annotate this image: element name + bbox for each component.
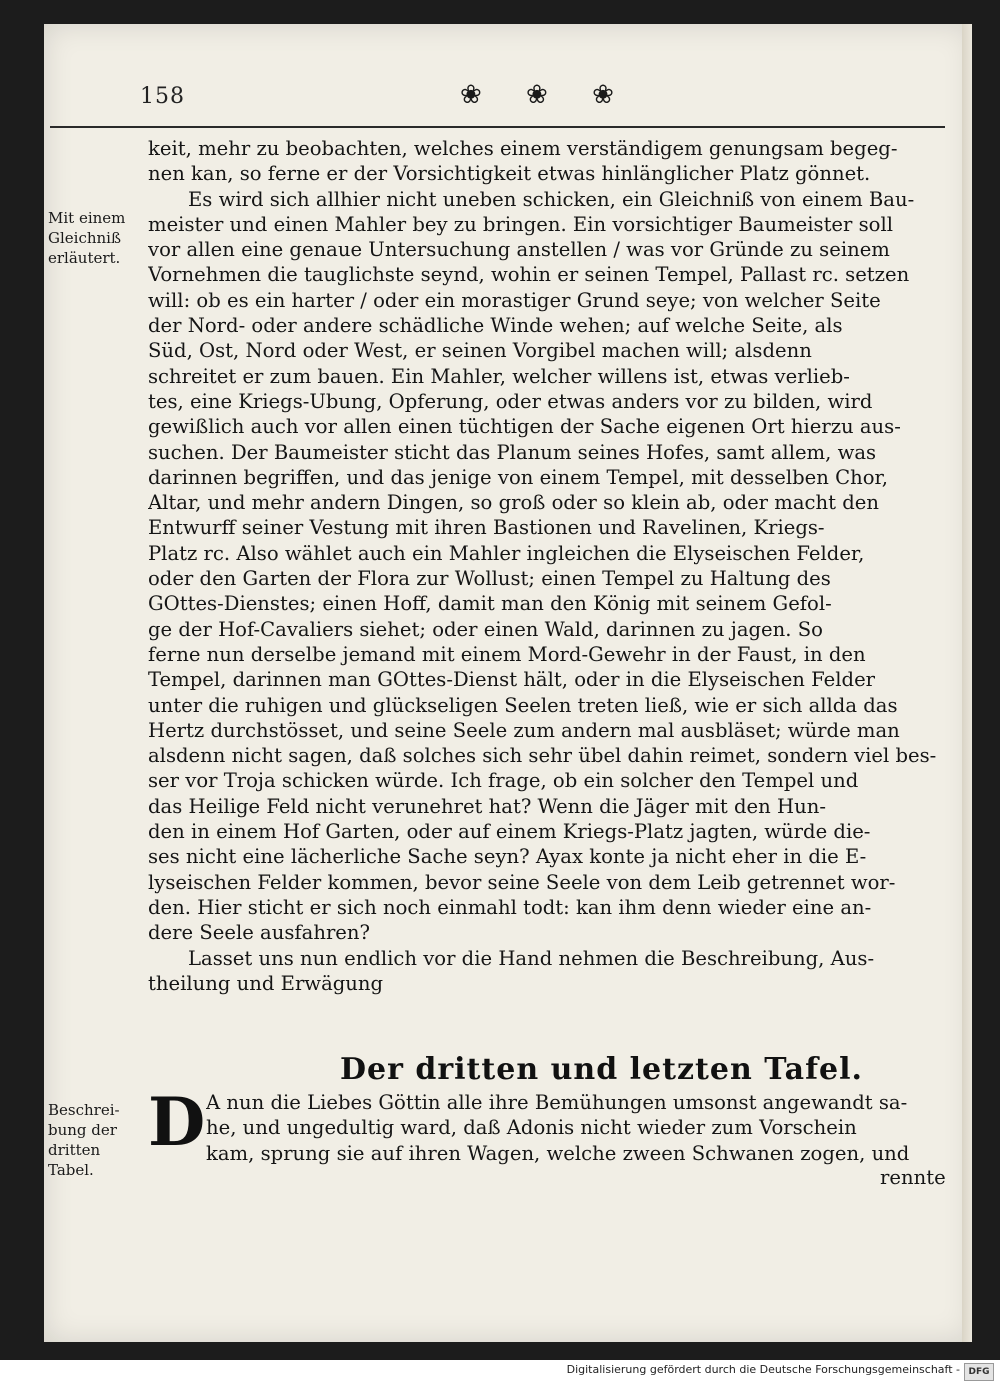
page-edge: [962, 24, 972, 1342]
marginal-line: dritten: [48, 1141, 101, 1159]
drop-capital: D: [148, 1083, 206, 1161]
text-line: ses nicht eine lächerliche Sache seyn? Ayax konte ja nicht eher in die E-: [148, 845, 867, 869]
page-header: [140, 80, 935, 124]
marginal-note-1: [48, 208, 138, 268]
section-lines: [148, 1083, 948, 1166]
marginal-line: erläutert.: [48, 249, 121, 267]
text-line: lyseischen Felder kommen, bevor seine Seele von dem Leib getrennet wor-: [148, 870, 896, 894]
text-line: GOttes-Dienstes; einen Hoff, damit man den König mit seinem Gefol-: [148, 592, 832, 616]
text-line: ser vor Troja schicken würde. Ich frage, ob ein solcher den Tempel und: [148, 769, 859, 793]
marginal-line: Tabel.: [48, 1161, 94, 1179]
text-line: tes, eine Kriegs-Ubung, Opferung, oder etwas anders vor zu bilden, wird: [148, 389, 873, 413]
text-line: suchen. Der Baumeister sticht das Planum seines Hofes, samt allem, was: [148, 440, 877, 464]
text-line: das Heilige Feld nicht verunehret hat? Wenn die Jäger mit den Hun-: [148, 794, 826, 818]
text-line: Platz rc. Also wählet auch ein Mahler ingleichen die Elyseischen Felder,: [148, 541, 865, 565]
text-line: Altar, und mehr andern Dingen, so groß oder so klein ab, oder macht den: [148, 491, 879, 515]
text-line: darinnen begriffen, und das jenige von einem Tempel, mit desselben Chor,: [148, 465, 888, 489]
text-line: den. Hier sticht er sich noch einmahl todt: kan ihm denn wieder eine an-: [148, 895, 872, 919]
text-line: kam, sprung sie auf ihren Wagen, welche zween Schwanen zogen, und: [206, 1141, 910, 1165]
catchword: rennte: [880, 1166, 946, 1189]
text-line: oder den Garten der Flora zur Wollust; einen Tempel zu Haltung des: [148, 567, 831, 591]
text-line: dere Seele ausfahren?: [148, 921, 371, 945]
text-line: ferne nun derselbe jemand mit einem Mord-Gewehr in der Faust, in den: [148, 642, 866, 666]
text-line: Süd, Ost, Nord oder West, er seinen Vorgibel machen will; alsdenn: [148, 339, 812, 363]
text-line: theilung und Erwägung: [148, 971, 384, 995]
header-rule: [50, 126, 945, 128]
text-line: gewißlich auch vor allen einen tüchtigen der Sache eigenen Ort hierzu aus-: [148, 415, 901, 439]
text-line: A nun die Liebes Göttin alle ihre Bemühungen umsonst angewandt sa-: [206, 1091, 908, 1114]
text-line: Vornehmen die tauglichste seynd, wohin er seinen Tempel, Pallast rc. setzen: [148, 263, 910, 287]
header-ornament: ❀ ❀ ❀: [460, 80, 632, 110]
dfg-logo: DFG: [964, 1363, 994, 1381]
section-text: [148, 1083, 948, 1166]
marginal-line: Mit einem: [48, 209, 126, 227]
body-text: [148, 136, 948, 996]
text-line: keit, mehr zu beobachten, welches einem verständigem genungsam begeg-: [148, 137, 898, 160]
text-line: der Nord- oder andere schädliche Winde wehen; auf welche Seite, als: [148, 314, 843, 338]
marginal-line: Gleichniß: [48, 229, 121, 247]
text-line: Entwurff seiner Vestung mit ihren Bastionen und Ravelinen, Kriegs-: [148, 516, 825, 540]
text-line: schreitet er zum bauen. Ein Mahler, welcher willens ist, etwas verlieb-: [148, 364, 850, 388]
text-line: Hertz durchstösset, und seine Seele zum andern mal ausbläset; würde man: [148, 718, 900, 742]
text-line: vor allen eine genaue Untersuchung anstellen / was vor Gründe zu seinem: [148, 238, 890, 262]
text-line: will: ob es ein harter / oder ein morastiger Grund seye; von welcher Seite: [148, 288, 881, 312]
section-heading: Der dritten und letzten Tafel.: [340, 1052, 863, 1087]
marginal-note-2: [48, 1100, 138, 1180]
text-line: unter die ruhigen und glückseligen Seelen treten ließ, wie er sich allda das: [148, 693, 898, 717]
text-line: he, und ungedultig ward, daß Adonis nicht wieder zum Vorschein: [206, 1116, 857, 1140]
text-line: ge der Hof-Cavaliers siehet; oder einen Wald, darinnen zu jagen. So: [148, 617, 823, 641]
funding-note: Digitalisierung gefördert durch die Deutsche Forschungsgemeinschaft -: [566, 1363, 960, 1376]
text-line: Tempel, darinnen man GOttes-Dienst hält, oder in die Elyseischen Felder: [148, 668, 876, 692]
marginal-line: bung der: [48, 1121, 117, 1139]
text-line: den in einem Hof Garten, oder auf einem Kriegs-Platz jagten, würde die-: [148, 820, 871, 844]
footer-bar: [0, 1360, 1000, 1383]
text-line: Es wird sich allhier nicht uneben schicken, ein Gleichniß von einem Bau-: [188, 187, 915, 211]
marginal-line: Beschrei-: [48, 1101, 120, 1119]
page-number: 158: [140, 84, 185, 109]
text-line: alsdenn nicht sagen, daß solches sich sehr übel dahin reimet, sondern viel bes-: [148, 744, 937, 768]
text-line: meister und einen Mahler bey zu bringen. Ein vorsichtiger Baumeister soll: [148, 212, 894, 236]
text-line: nen kan, so ferne er der Vorsichtigkeit etwas hinlänglicher Platz gönnet.: [148, 162, 871, 186]
text-line: Lasset uns nun endlich vor die Hand nehmen die Beschreibung, Aus-: [188, 946, 875, 970]
